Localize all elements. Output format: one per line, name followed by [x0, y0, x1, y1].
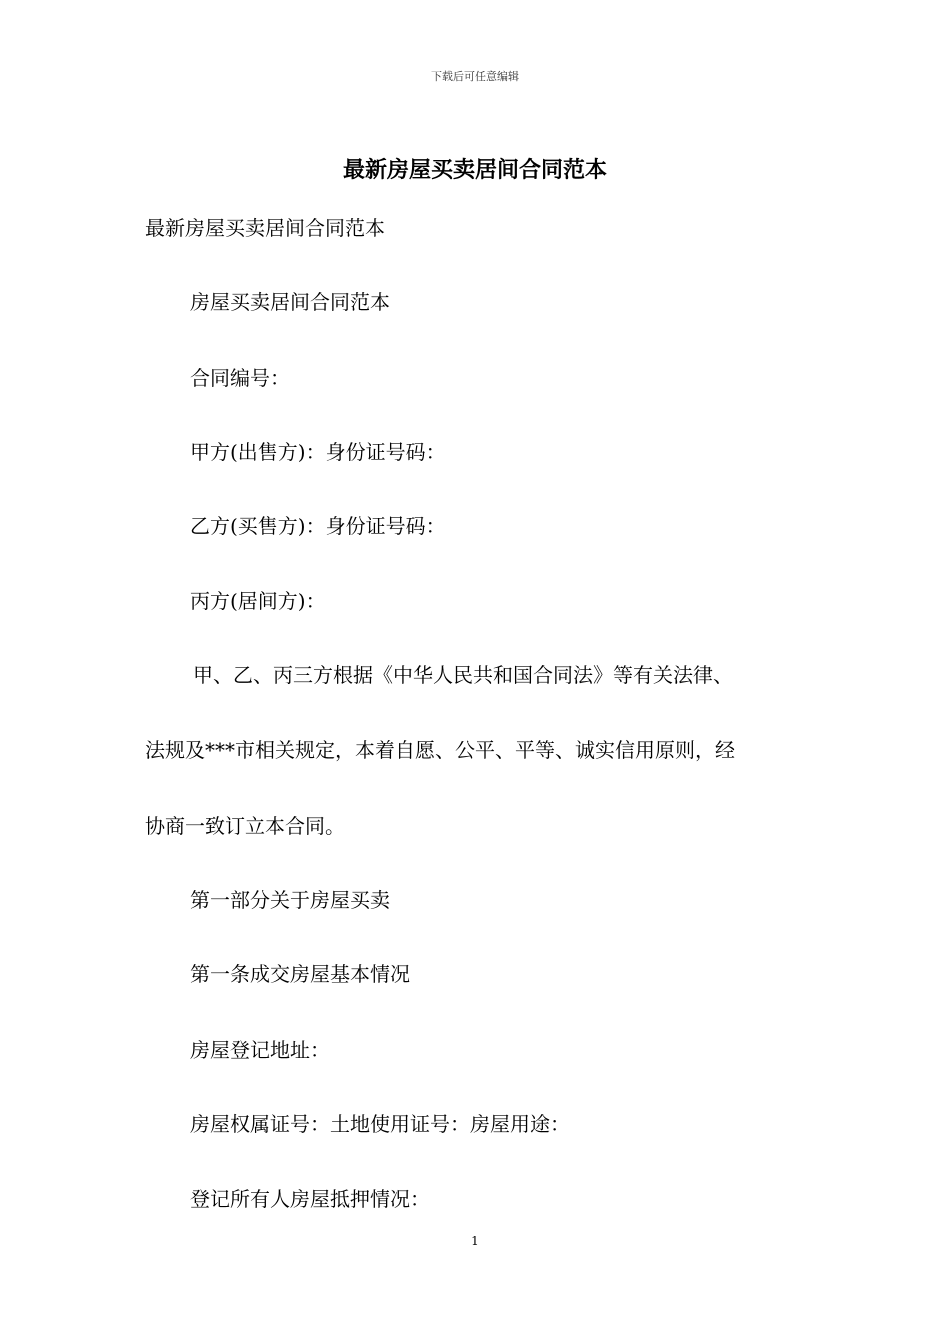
article-heading: 第一条成交房屋基本情况 — [190, 962, 410, 986]
party-c-line: 丙方(居间方)： — [190, 589, 326, 613]
field-address: 房屋登记地址： — [190, 1038, 330, 1062]
contract-name-line: 房屋买卖居间合同范本 — [190, 290, 390, 314]
page-number: 1 — [471, 1234, 479, 1248]
field-certificates: 房屋权属证号：土地使用证号：房屋用途： — [190, 1112, 570, 1136]
preamble-line-2: 法规及***市相关规定，本着自愿、公平、平等、诚实信用原则，经 — [145, 738, 735, 762]
header-note: 下载后可任意编辑 — [431, 70, 519, 83]
party-b-line: 乙方(买售方)：身份证号码： — [190, 514, 446, 538]
document-title: 最新房屋买卖居间合同范本 — [342, 157, 607, 183]
subtitle-line: 最新房屋买卖居间合同范本 — [145, 216, 385, 240]
contract-number-line: 合同编号： — [190, 366, 290, 390]
preamble-line-1: 甲、乙、丙三方根据《中华人民共和国合同法》等有关法律、 — [193, 663, 733, 687]
field-owner-mortgage: 登记所有人房屋抵押情况： — [190, 1187, 430, 1211]
party-a-line: 甲方(出售方)：身份证号码： — [190, 440, 446, 464]
part-heading: 第一部分关于房屋买卖 — [190, 888, 390, 912]
preamble-line-3: 协商一致订立本合同。 — [145, 814, 345, 838]
